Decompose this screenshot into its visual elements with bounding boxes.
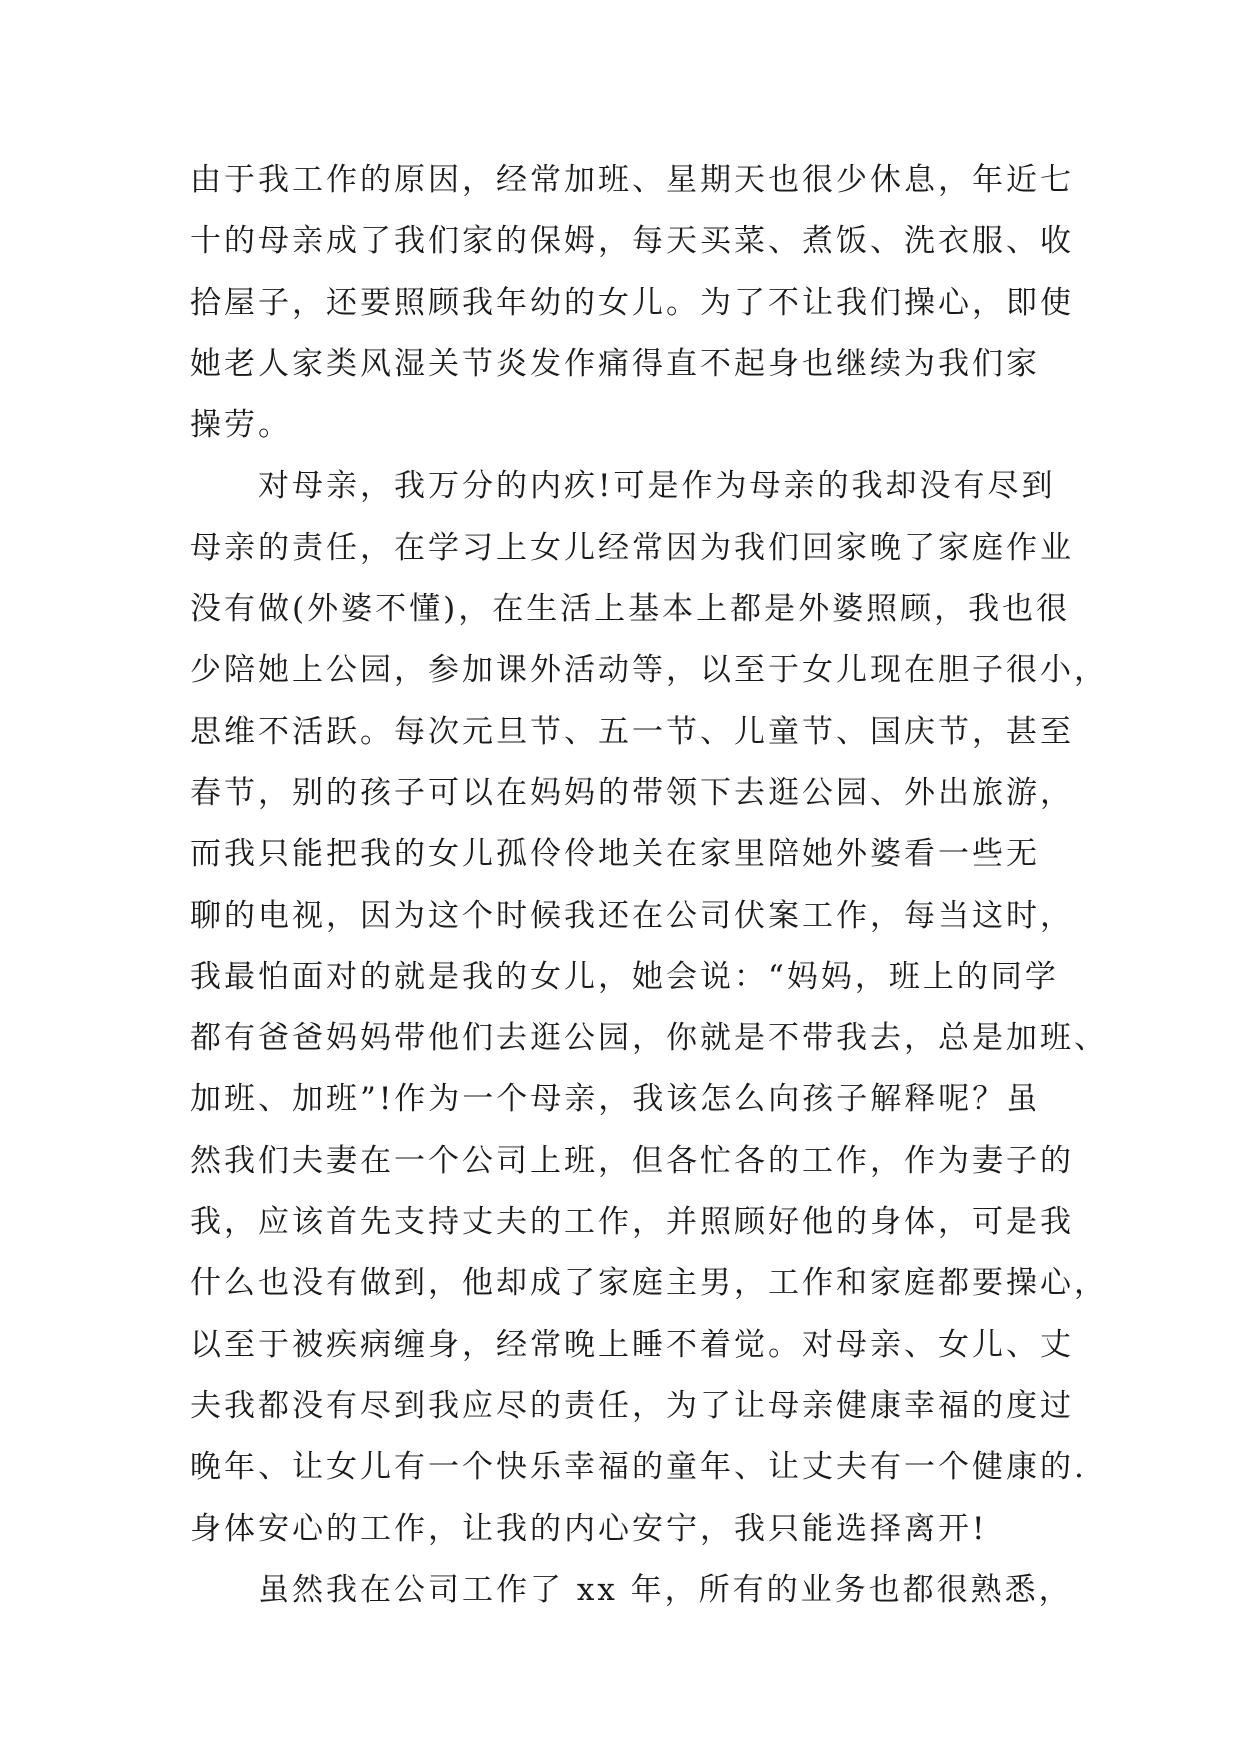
text-line: 春节，别的孩子可以在妈妈的带领下去逛公园、外出旅游， xyxy=(190,774,1074,811)
text-line: 什么也没有做到，他却成了家庭主男，工作和家庭都要操心， xyxy=(190,1265,1108,1302)
text-line: 十的母亲成了我们家的保姆，每天买菜、煮饭、洗衣服、收 xyxy=(190,223,1074,260)
text-line: 聊的电视，因为这个时候我还在公司伏案工作，每当这时， xyxy=(190,897,1074,934)
text-line: 虽然我在公司工作了 xx 年，所有的业务也都很熟悉， xyxy=(190,1571,1073,1608)
text-line: 我最怕面对的就是我的女儿，她会说：“妈妈，班上的同学 xyxy=(190,958,1059,995)
text-line: 夫我都没有尽到我应尽的责任，为了让母亲健康幸福的度过 xyxy=(190,1387,1074,1424)
text-line: 母亲的责任，在学习上女儿经常因为我们回家晚了家庭作业 xyxy=(190,529,1074,566)
text-line: 思维不活跃。每次元旦节、五一节、儿童节、国庆节，甚至 xyxy=(190,713,1074,750)
text-line: 她老人家类风湿关节炎发作痛得直不起身也继续为我们家 xyxy=(190,345,1040,382)
text-line: 而我只能把我的女儿孤伶伶地关在家里陪她外婆看一些无 xyxy=(190,836,1040,873)
text-line: 身体安心的工作，让我的内心安宁，我只能选择离开! xyxy=(190,1510,988,1547)
text-line: 加班、加班”!作为一个母亲，我该怎么向孩子解释呢？虽 xyxy=(190,1081,1041,1118)
text-line: 操劳。 xyxy=(190,407,292,444)
text-line: 没有做(外婆不懂)，在生活上基本上都是外婆照顾，我也很 xyxy=(190,591,1071,628)
text-line: 都有爸爸妈妈带他们去逛公园，你就是不带我去，总是加班、 xyxy=(190,1020,1108,1057)
body-text xyxy=(190,150,1108,1621)
text-line: 然我们夫妻在一个公司上班，但各忙各的工作，作为妻子的 xyxy=(190,1142,1074,1179)
text-line: 少陪她上公园，参加课外活动等，以至于女儿现在胆子很小， xyxy=(190,652,1108,689)
text-line: 由于我工作的原因，经常加班、星期天也很少休息，年近七 xyxy=(190,162,1074,198)
text-line: 我，应该首先支持丈夫的工作，并照顾好他的身体，可是我 xyxy=(190,1204,1074,1241)
text-line: 对母亲，我万分的内疚!可是作为母亲的我却没有尽到 xyxy=(190,468,1056,505)
text-line: 以至于被疾病缠身，经常晚上睡不着觉。对母亲、女儿、丈 xyxy=(190,1326,1074,1363)
text-line: 拾屋子，还要照顾我年幼的女儿。为了不让我们操心，即使 xyxy=(190,284,1074,321)
text-line: 晚年、让女儿有一个快乐幸福的童年、让丈夫有一个健康的. xyxy=(190,1449,1087,1486)
